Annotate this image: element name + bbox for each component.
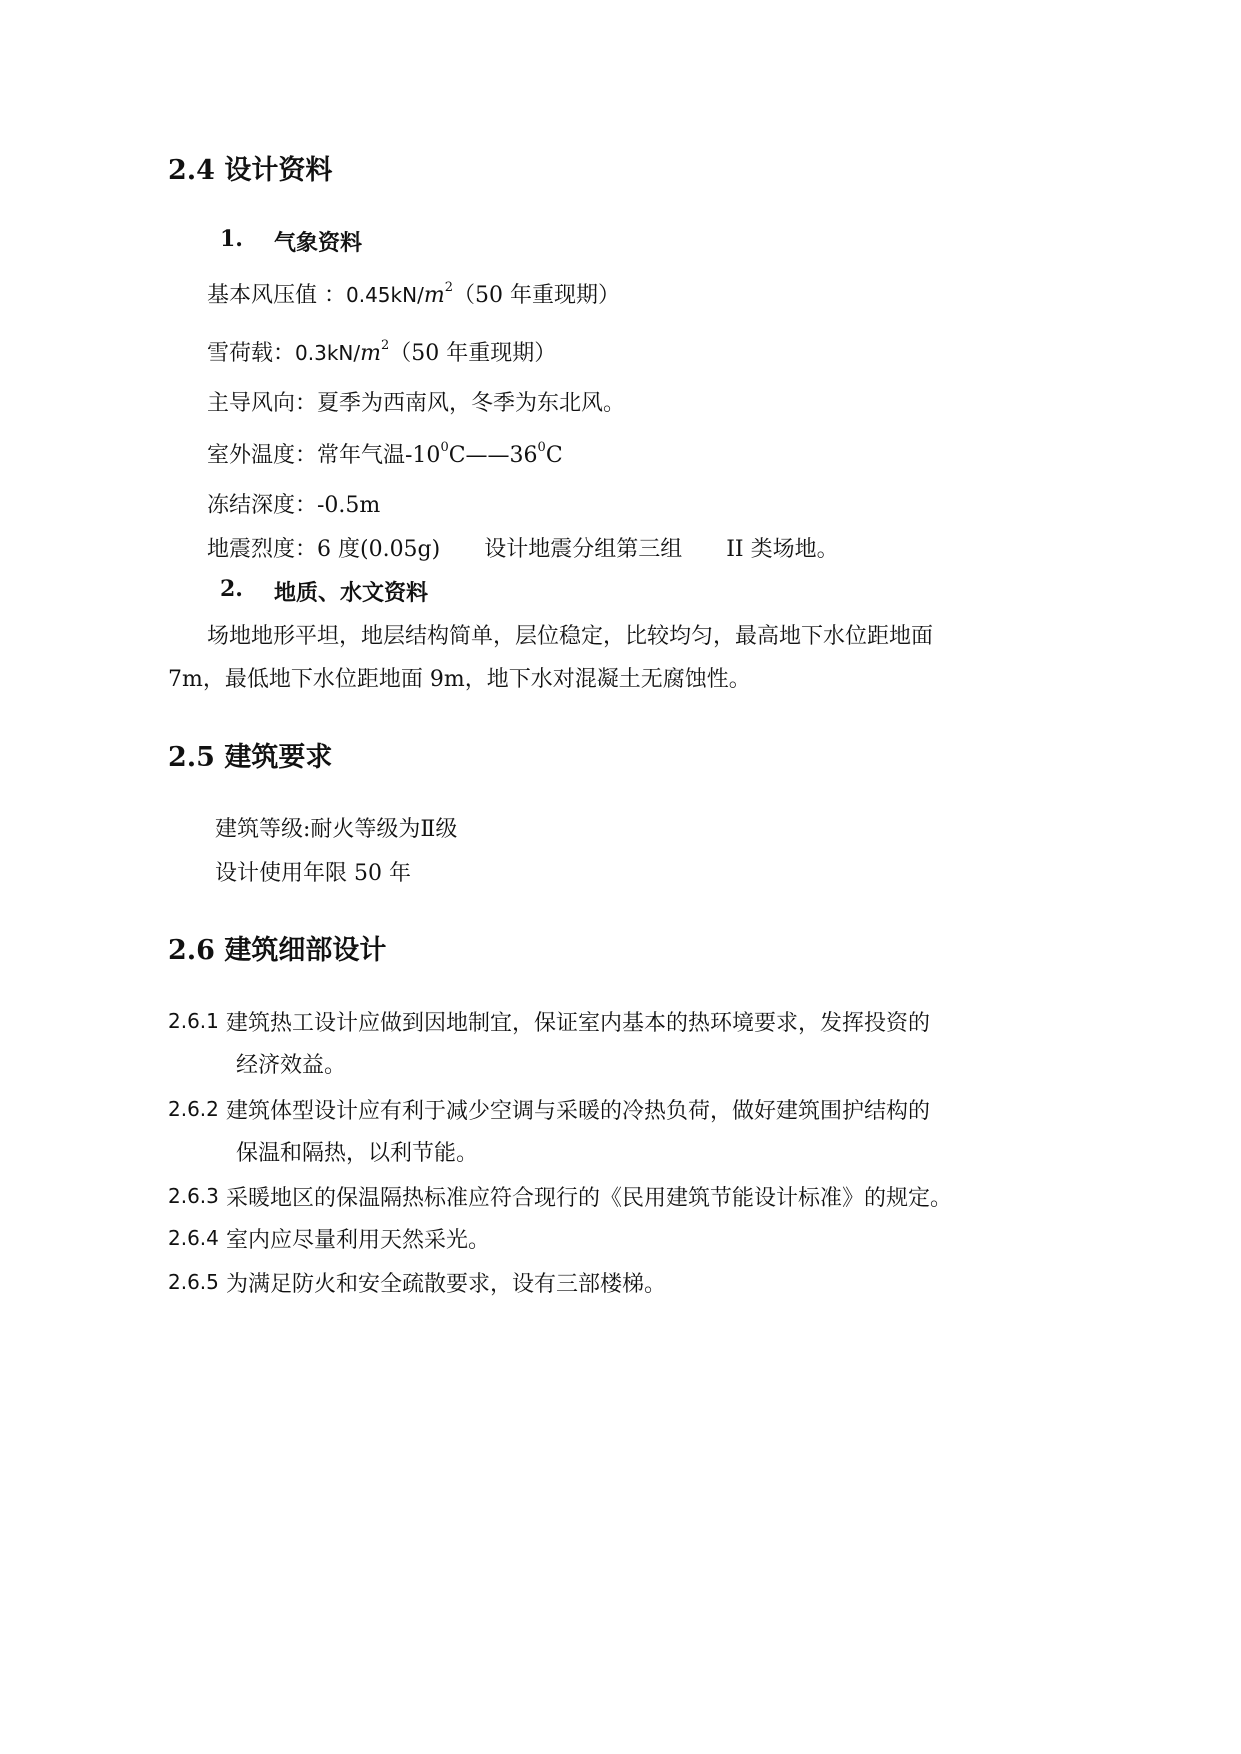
section-heading-2-5: 2.5 建筑要求 <box>168 742 333 773</box>
item-text: 为满足防火和安全疏散要求，设有三部楼梯。 <box>226 1272 667 1297</box>
item-text: 室内应尽量利用天然采光。 <box>226 1228 491 1253</box>
outdoor-temp-label: 室外温度：常年气温-10 <box>207 443 441 468</box>
degree-mark-2: 0 <box>537 439 546 455</box>
wind-pressure-value: 0.45kN/ <box>346 283 424 307</box>
section-heading-2-4: 2.4 设计资料 <box>168 155 333 186</box>
wind-pressure-label: 基本风压值 ： <box>207 283 346 308</box>
item-text: 建筑体型设计应有利于减少空调与采暖的冷热负荷，做好建筑围护结构的 <box>226 1099 931 1124</box>
design-life-line: 设计使用年限 50 年 <box>215 861 411 886</box>
snow-load-line <box>207 336 556 367</box>
wind-pressure-line <box>207 278 620 309</box>
seismic-line: 地震烈度：6 度(0.05g) 设计地震分组第三组 II 类场地。 <box>207 537 839 562</box>
wind-pressure-unit: m <box>423 283 445 308</box>
item-number: 2.6.4 <box>168 1226 219 1250</box>
item-text: 建筑热工设计应做到因地制宜，保证室内基本的热环境要求，发挥投资的 <box>226 1011 931 1036</box>
snow-load-exponent: 2 <box>380 337 390 353</box>
snow-load-value: 0.3kN/ <box>295 341 361 365</box>
wind-direction-line: 主导风向：夏季为西南风，冬季为东北风。 <box>207 391 626 416</box>
degree-mark-1: 0 <box>440 439 449 455</box>
subsection-2-number: 2. <box>220 576 243 602</box>
section-heading-2-6: 2.6 建筑细部设计 <box>168 935 387 966</box>
item-number: 2.6.1 <box>168 1009 219 1033</box>
subsection-2-title: 地质、水文资料 <box>274 580 429 606</box>
subsection-1-number: 1. <box>220 226 243 252</box>
frost-depth-line: 冻结深度：-0.5m <box>207 493 381 518</box>
wind-pressure-note: （50 年重现期） <box>452 283 620 308</box>
item-number: 2.6.5 <box>168 1270 219 1294</box>
snow-load-note: （50 年重现期） <box>389 341 557 366</box>
item-text: 采暖地区的保温隔热标准应符合现行的《民用建筑节能设计标准》的规定。 <box>226 1186 953 1211</box>
geology-line-1: 场地地形平坦，地层结构简单，层位稳定，比较均匀，最高地下水位距地面 <box>207 624 934 649</box>
outdoor-temp-mid: C——36 <box>448 443 538 468</box>
geology-line-2: 7m，最低地下水位距地面 9m，地下水对混凝土无腐蚀性。 <box>168 667 751 692</box>
wind-pressure-exponent: 2 <box>444 279 453 295</box>
item-text-continuation: 经济效益。 <box>236 1053 347 1078</box>
subsection-1-title: 气象资料 <box>274 230 363 256</box>
outdoor-temp-line <box>207 438 563 469</box>
item-number: 2.6.2 <box>168 1097 219 1121</box>
building-grade-line: 建筑等级:耐火等级为Ⅱ级 <box>215 817 458 842</box>
snow-load-label: 雪荷载： <box>207 341 296 366</box>
item-number: 2.6.3 <box>168 1184 219 1208</box>
snow-load-unit: m <box>360 341 381 366</box>
item-text-continuation: 保温和隔热，以利节能。 <box>236 1141 479 1166</box>
outdoor-temp-end: C <box>545 443 563 468</box>
